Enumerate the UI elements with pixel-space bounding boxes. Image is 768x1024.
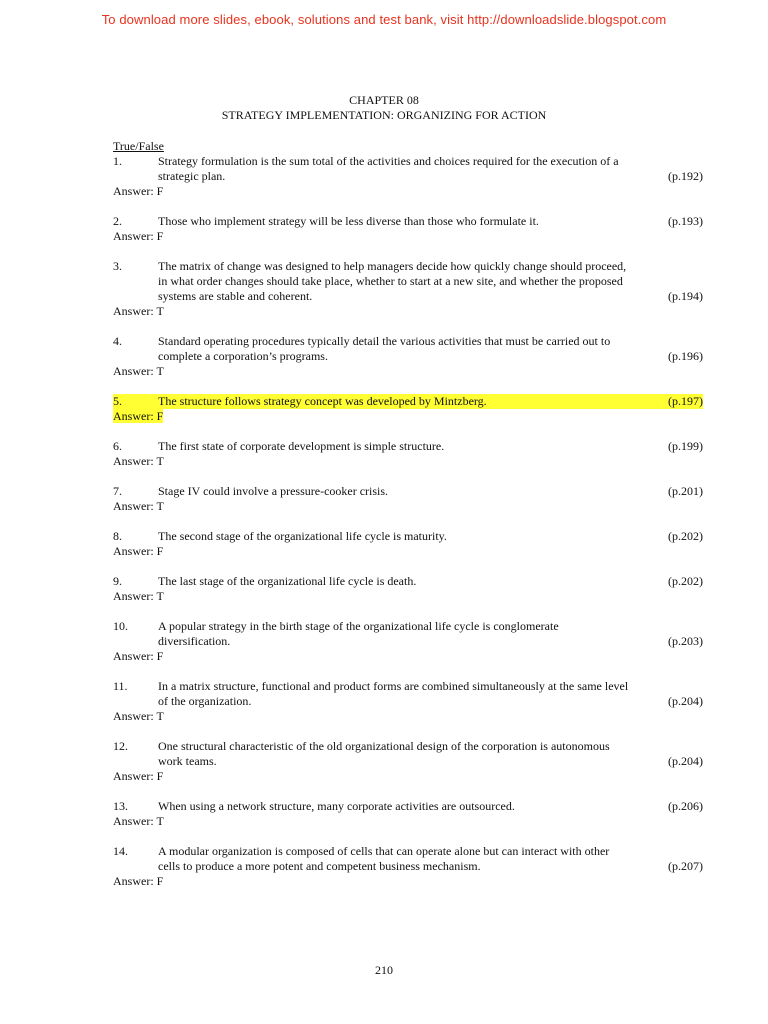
question-number: 7. [113, 484, 122, 498]
question-item [113, 439, 703, 469]
question-number: 11. [113, 679, 128, 693]
question-text [158, 154, 655, 184]
question-text-line: One structural characteristic of the old organizational design of the corporation is autonomous [158, 739, 610, 753]
question-row [113, 214, 703, 229]
question-text [158, 739, 655, 769]
page-reference: (p.199) [668, 439, 703, 453]
question-row [113, 844, 703, 874]
answer-text: Answer: T [113, 454, 164, 468]
download-banner: To download more slides, ebook, solutions and test bank, visit http://downloadslide.blogspot.com [101, 12, 667, 27]
question-text-line: The second stage of the organizational life cycle is maturity. [158, 529, 447, 543]
question-row [113, 619, 703, 649]
answer-line [113, 814, 703, 829]
question-text-line: Those who implement strategy will be less diverse than those who formulate it. [158, 214, 539, 228]
answer-text: Answer: T [113, 589, 164, 603]
question-text-line: The first state of corporate development is simple structure. [158, 439, 445, 453]
question-text [158, 439, 655, 454]
question-text [158, 259, 655, 304]
question-text [158, 334, 655, 364]
question-row [113, 259, 703, 304]
answer-line [113, 454, 703, 469]
question-number: 1. [113, 154, 122, 168]
answer-line [113, 769, 703, 784]
answer-line [113, 544, 703, 559]
question-number: 8. [113, 529, 122, 543]
answer-line [113, 304, 703, 319]
answer-text: Answer: F [113, 769, 164, 783]
answer-text: Answer: T [113, 304, 164, 318]
page-reference: (p.192) [668, 169, 703, 183]
question-text [158, 799, 655, 814]
question-text-line: When using a network structure, many corporate activities are outsourced. [158, 799, 515, 813]
page-reference: (p.204) [668, 754, 703, 768]
answer-text: Answer: T [113, 499, 164, 513]
question-item [113, 259, 703, 319]
question-text [158, 529, 655, 544]
question-item [113, 394, 703, 424]
answer-line [113, 184, 703, 199]
question-text-line: A popular strategy in the birth stage of the organizational life cycle is conglomerate [158, 619, 559, 633]
page-reference: (p.204) [668, 694, 703, 708]
question-text [158, 679, 655, 709]
question-text [158, 214, 655, 229]
question-item [113, 214, 703, 244]
answer-text: Answer: F [113, 874, 164, 888]
answer-text: Answer: F [113, 184, 164, 198]
question-text [158, 484, 655, 499]
question-row [113, 484, 703, 499]
answer-text: Answer: F [113, 544, 164, 558]
question-text-line: of the organization. [158, 694, 252, 708]
question-list [113, 154, 703, 904]
question-item [113, 739, 703, 784]
question-row [113, 574, 703, 589]
section-title: True/False [113, 139, 164, 153]
question-text [158, 844, 655, 874]
answer-line [113, 409, 703, 424]
question-text [158, 574, 655, 589]
question-text-line: complete a corporation’s programs. [158, 349, 328, 363]
chapter-title: STRATEGY IMPLEMENTATION: ORGANIZING FOR ACTION [221, 108, 547, 122]
question-text-line: Standard operating procedures typically detail the various activities that must be carried out to [158, 334, 611, 348]
question-item [113, 844, 703, 889]
chapter-number: CHAPTER 08 [349, 93, 419, 107]
question-row [113, 679, 703, 709]
question-row [113, 529, 703, 544]
question-item [113, 799, 703, 829]
answer-text: Answer: F [113, 409, 164, 423]
answer-line [113, 874, 703, 889]
page-reference: (p.202) [668, 529, 703, 543]
question-number: 3. [113, 259, 122, 273]
answer-line [113, 589, 703, 604]
question-text-line: The last stage of the organizational life cycle is death. [158, 574, 417, 588]
answer-line [113, 229, 703, 244]
question-row [113, 334, 703, 364]
answer-text: Answer: T [113, 709, 164, 723]
question-number: 2. [113, 214, 122, 228]
question-number: 14. [113, 844, 128, 858]
question-number: 5. [113, 394, 122, 408]
chapter-heading [0, 93, 768, 123]
page-reference: (p.201) [668, 484, 703, 498]
question-number: 6. [113, 439, 122, 453]
question-number: 9. [113, 574, 122, 588]
question-text [158, 619, 655, 649]
answer-line [113, 709, 703, 724]
answer-text: Answer: T [113, 364, 164, 378]
page-reference: (p.194) [668, 289, 703, 303]
answer-line [113, 364, 703, 379]
question-text-line: diversification. [158, 634, 231, 648]
question-number: 4. [113, 334, 122, 348]
question-text-line: In a matrix structure, functional and product forms are combined simultaneously at the same level [158, 679, 629, 693]
question-row [113, 154, 703, 184]
answer-line [113, 649, 703, 664]
question-number: 12. [113, 739, 128, 753]
question-item [113, 154, 703, 199]
question-text-line: work teams. [158, 754, 217, 768]
question-item [113, 484, 703, 514]
answer-line [113, 499, 703, 514]
question-text-line: strategic plan. [158, 169, 226, 183]
page-reference: (p.206) [668, 799, 703, 813]
answer-text: Answer: F [113, 649, 164, 663]
question-row [113, 799, 703, 814]
question-row [113, 394, 703, 409]
answer-text: Answer: F [113, 229, 164, 243]
page-reference: (p.202) [668, 574, 703, 588]
question-text-line: Strategy formulation is the sum total of the activities and choices required for the execution of a [158, 154, 619, 168]
page-reference: (p.207) [668, 859, 703, 873]
question-text [158, 394, 655, 409]
page-number: 210 [375, 963, 393, 977]
question-item [113, 334, 703, 379]
question-item [113, 619, 703, 664]
question-text-line: The matrix of change was designed to help managers decide how quickly change should proceed, [158, 259, 627, 273]
question-text-line: in what order changes should take place, whether to start at a new site, and whether the proposed [158, 274, 623, 288]
question-text-line: Stage IV could involve a pressure-cooker crisis. [158, 484, 389, 498]
question-row [113, 439, 703, 454]
question-row [113, 739, 703, 769]
page-reference: (p.203) [668, 634, 703, 648]
question-item [113, 679, 703, 724]
question-text-line: A modular organization is composed of cells that can operate alone but can interact with other [158, 844, 610, 858]
page-reference: (p.197) [668, 394, 703, 408]
page-reference: (p.193) [668, 214, 703, 228]
page-reference: (p.196) [668, 349, 703, 363]
answer-text: Answer: T [113, 814, 164, 828]
question-text-line: systems are stable and coherent. [158, 289, 313, 303]
question-text-line: cells to produce a more potent and competent business mechanism. [158, 859, 481, 873]
question-number: 13. [113, 799, 128, 813]
question-item [113, 529, 703, 559]
question-text-line: The structure follows strategy concept was developed by Mintzberg. [158, 394, 487, 408]
question-item [113, 574, 703, 604]
question-number: 10. [113, 619, 128, 633]
